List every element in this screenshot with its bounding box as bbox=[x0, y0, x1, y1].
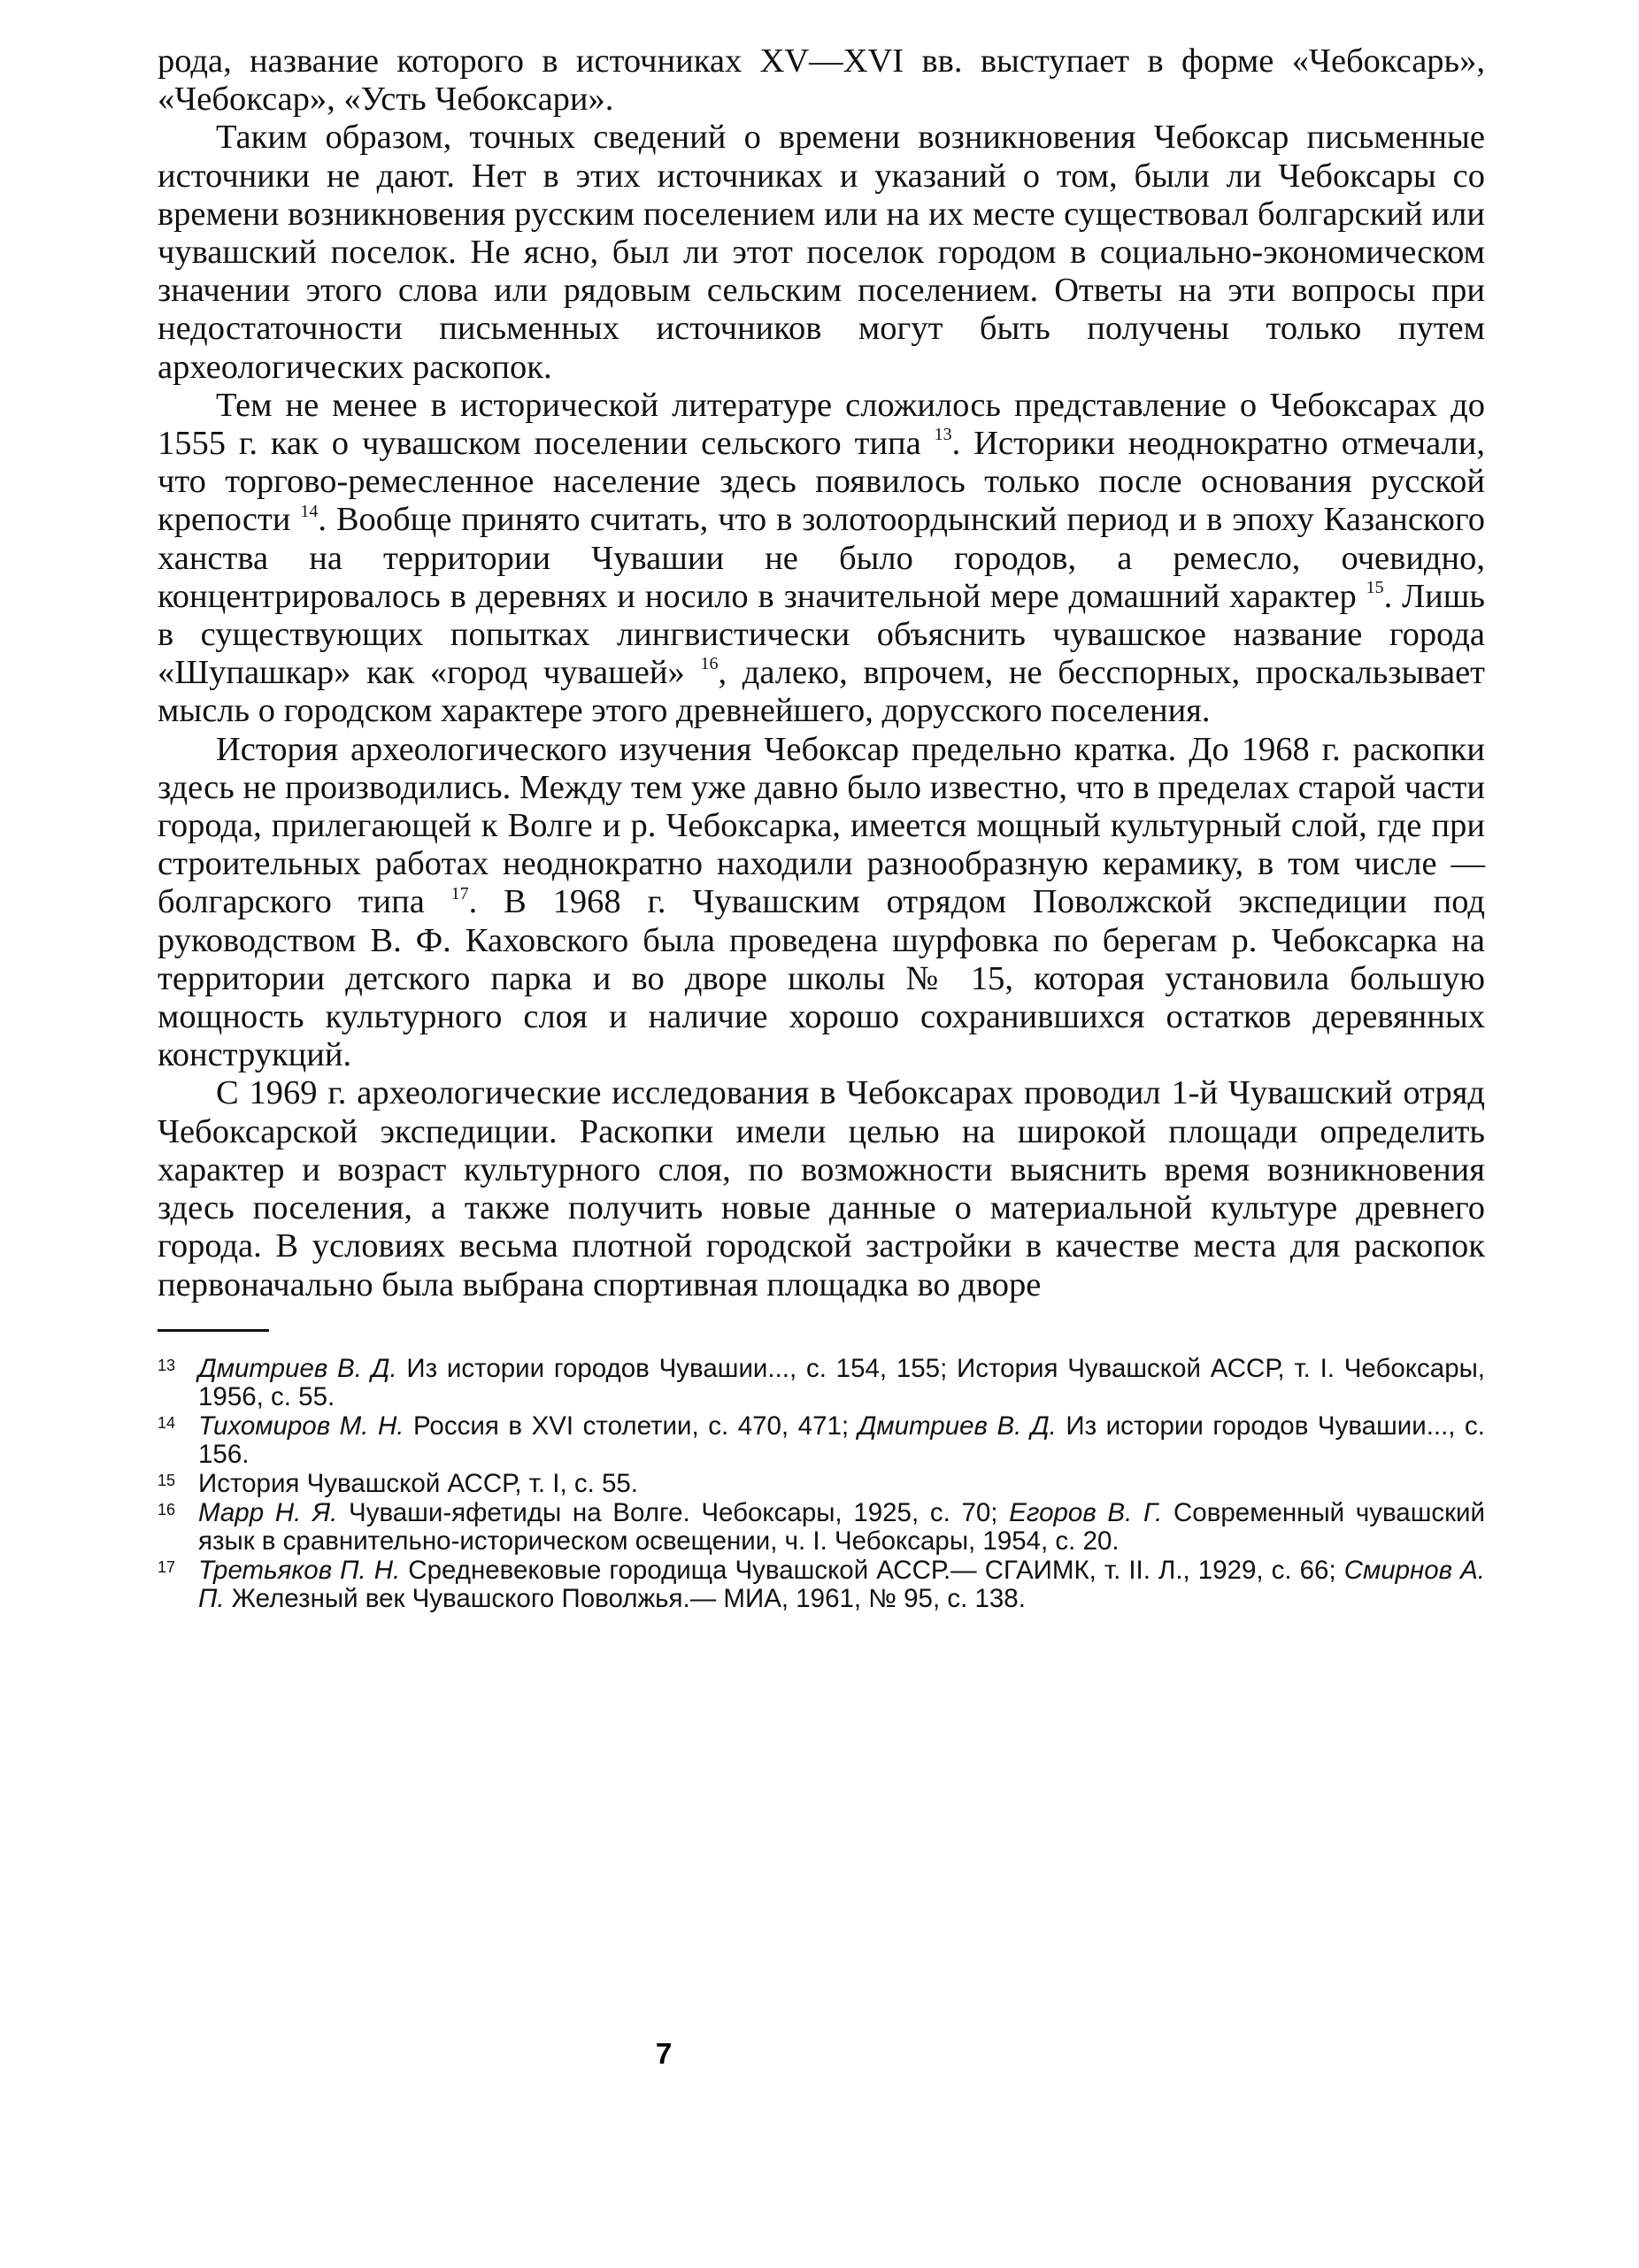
author-name: Егоров В. Г. bbox=[1009, 1497, 1163, 1527]
author-name: Тихомиров М. Н. bbox=[198, 1411, 404, 1441]
footnote-reference: 16 bbox=[700, 654, 719, 674]
text-run: Тем не менее в исторической литературе сложилось представление о Чебоксарах до 1555 г. как о чувашском поселении сельского типа bbox=[158, 386, 1485, 463]
text-run: Чуваши-яфетиды на Волге. Чебоксары, 1925, с. 70; bbox=[337, 1497, 1010, 1527]
footnote-text bbox=[198, 1412, 1485, 1470]
text-run: Современный чувашский язык в сравнительно-историческом освещении, ч. I. Чебоксары, 1954, с. 20. bbox=[198, 1497, 1485, 1557]
footnote-text bbox=[198, 1557, 1485, 1614]
footnote-reference: 14 bbox=[300, 501, 319, 521]
paragraph bbox=[158, 387, 1485, 731]
footnote bbox=[158, 1557, 1485, 1614]
text-run: . Лишь в существующих попытках лингвистически объяснить чувашское название города «Шупашкар» как «город чувашей» bbox=[158, 577, 1485, 692]
text-run: , далеко, впрочем, не бесспорных, проскальзывает мысль о городском характере этого древнейшего, дорусского поселения. bbox=[158, 654, 1485, 730]
footnote bbox=[158, 1470, 1485, 1499]
paragraph bbox=[158, 42, 1485, 119]
book-page bbox=[158, 42, 1485, 1614]
text-run: Из истории городов Чувашии..., с. 154, 155; История Чувашской АССР, т. I. Чебоксары, 1956, с. 55. bbox=[198, 1353, 1486, 1412]
text-run: История Чувашской АССР, т. I, с. 55. bbox=[198, 1469, 638, 1499]
text-run: История археологического изучения Чебоксар предельно кратка. До 1968 г. раскопки здесь не производились. Между тем уже давно было известно, что в пределах старой части города, прилегающей к Волге и р. Чебоксарка, имеется мощный культурный слой, где при строительных работах неоднократно находили разнообразную керамику, в том числе — болгарского типа bbox=[158, 730, 1485, 921]
footnote-divider bbox=[158, 1329, 269, 1332]
text-run: С 1969 г. археологические исследования в Чебоксарах проводил 1-й Чувашский отряд Чебоксарской экспедиции. Раскопки имели целью на широкой площади определить характер и возраст культурного слоя, по возможности выяснить время возникновения здесь поселения, а также получить новые данные о материальной культуре древнего города. В условиях весьма плотной городской застройки в качестве места для раскопок первоначально была выбрана спортивная площадка во дворе bbox=[158, 1074, 1485, 1303]
main-text bbox=[158, 42, 1485, 1304]
author-name: Третьяков П. Н. bbox=[198, 1555, 401, 1585]
text-run: Из истории городов Чувашии..., с. 156. bbox=[198, 1411, 1485, 1470]
footnote-text bbox=[198, 1499, 1485, 1557]
footnote-text bbox=[198, 1470, 1485, 1499]
footnote-number: 17 bbox=[158, 1557, 176, 1576]
footnote-reference: 13 bbox=[934, 425, 952, 445]
text-run: Таким образом, точных сведений о времени возникновения Чебоксар письменные источники не дают. Нет в этих источниках и указаний о том, были ли Чебоксары со времени возникновения русским поселением или на их месте существовал болгарский или чувашский поселок. Не ясно, был ли этот поселок городом в социально-экономическом значении этого слова или рядовым сельским поселением. Ответы на эти вопросы при недостаточности письменных источников могут быть получены только путем археологических раскопок. bbox=[158, 119, 1485, 386]
footnote-text bbox=[198, 1355, 1485, 1412]
footnote-number: 13 bbox=[158, 1356, 176, 1374]
text-run: Средневековые городища Чувашской АССР.— СГАИМК, т. II. Л., 1929, с. 66; bbox=[400, 1555, 1344, 1585]
text-run: Россия в XVI столетии, с. 470, 471; bbox=[404, 1411, 858, 1441]
text-run: . Историки неоднократно отмечали, что торгово-ремесленное население здесь появилось только после основания русской крепости bbox=[158, 425, 1485, 539]
paragraph bbox=[158, 1074, 1485, 1303]
author-name: Дмитриев В. Д. bbox=[858, 1411, 1057, 1441]
text-run: Железный век Чувашского Поволжья.— МИА, 1961, № 95, с. 138. bbox=[224, 1584, 1026, 1614]
author-name: Марр Н. Я. bbox=[198, 1497, 338, 1527]
text-run: рода, название которого в источниках XV—XVI вв. выступает в форме «Чебоксарь», «Чебоксар», «Усть Чебоксари». bbox=[158, 42, 1485, 119]
page-number: 7 bbox=[655, 2037, 673, 2070]
author-name: Дмитриев В. Д. bbox=[198, 1353, 397, 1383]
footnote bbox=[158, 1499, 1485, 1557]
text-run: . В 1968 г. Чувашским отрядом Поволжской экспедиции под руководством В. Ф. Каховского была проведена шурфовка по берегам р. Чебоксарка на территории детского парка и во дворе школы № 15, которая установила большую мощность культурного слоя и наличие хорошо сохранившихся остатков деревянных конструкций. bbox=[158, 883, 1485, 1074]
footnote-number: 15 bbox=[158, 1472, 176, 1490]
author-name: Смирнов А. П. bbox=[198, 1555, 1485, 1614]
footnotes bbox=[158, 1355, 1485, 1614]
footnote bbox=[158, 1412, 1485, 1470]
paragraph bbox=[158, 731, 1485, 1075]
footnote bbox=[158, 1355, 1485, 1412]
footnote-reference: 17 bbox=[450, 883, 469, 903]
paragraph bbox=[158, 119, 1485, 386]
footnote-number: 14 bbox=[158, 1413, 176, 1432]
footnote-reference: 15 bbox=[1366, 578, 1384, 598]
text-run: . Вообще принято считать, что в золотоордынский период и в эпоху Казанского ханства на территории Чувашии не было городов, а ремесло, очевидно, концентрировалось в деревнях и носило в значительной мере домашний характер bbox=[158, 501, 1485, 615]
footnote-number: 16 bbox=[158, 1500, 176, 1518]
